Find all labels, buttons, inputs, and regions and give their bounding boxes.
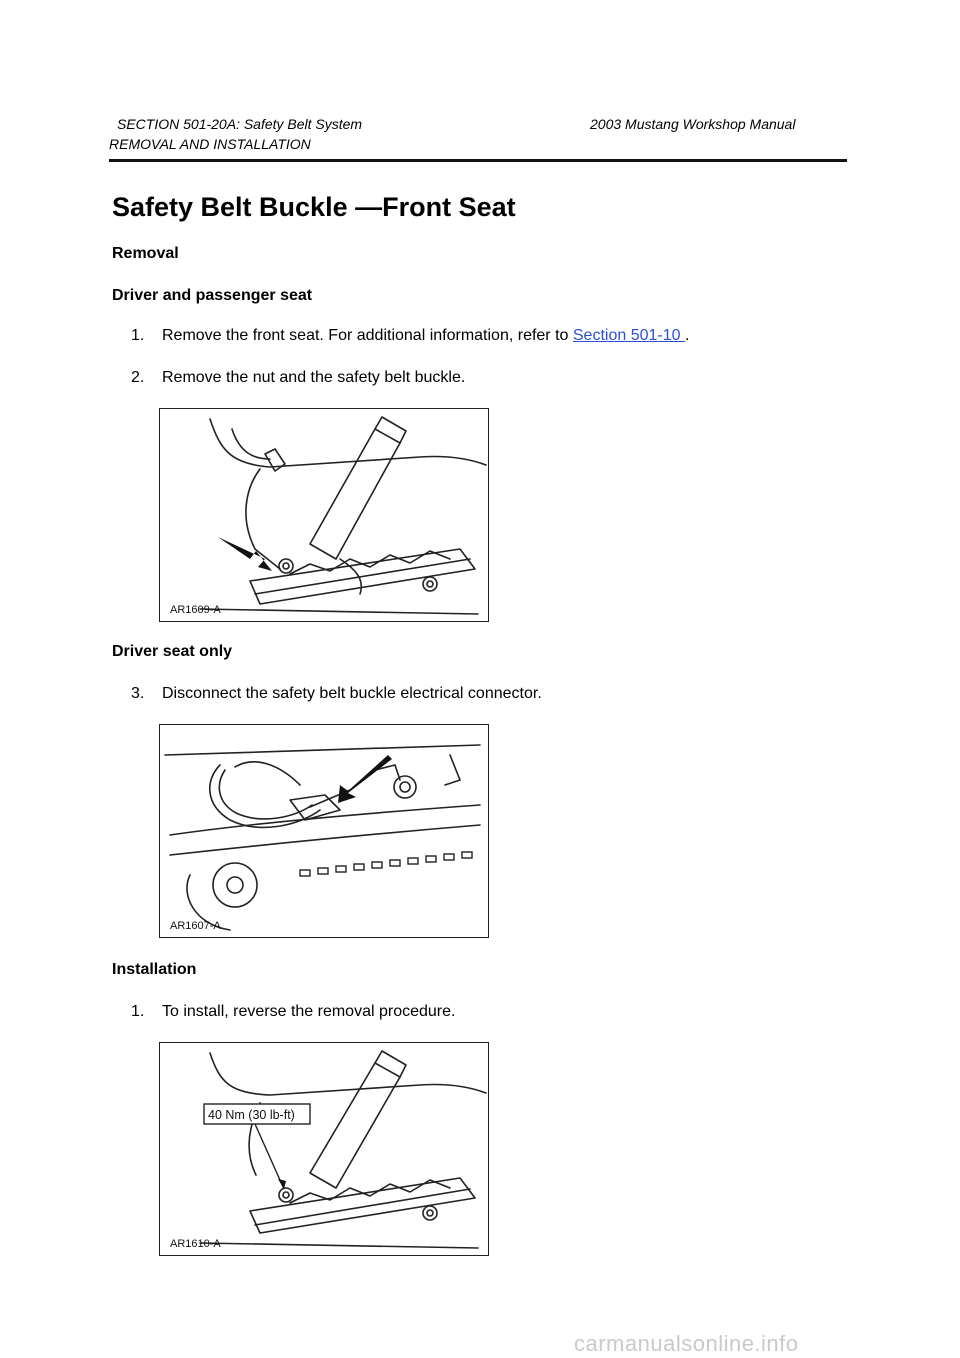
step-number: 1. bbox=[131, 1003, 145, 1020]
installation-heading: Installation bbox=[112, 961, 197, 978]
figure-ar1609-a bbox=[159, 408, 489, 622]
torque-callout: 40 Nm (30 lb-ft) bbox=[208, 1108, 295, 1122]
driver-passenger-heading: Driver and passenger seat bbox=[112, 287, 313, 304]
step-text-suffix: . bbox=[684, 327, 690, 344]
section-header: SECTION 501-20A: Safety Belt System bbox=[117, 116, 363, 132]
step-text: Remove the front seat. For additional information, refer to bbox=[162, 327, 573, 344]
step-number: 3. bbox=[131, 685, 145, 702]
figure-ar1610-a bbox=[159, 1042, 489, 1256]
figure-label: AR1609-A bbox=[170, 604, 221, 616]
removal-heading: Removal bbox=[112, 245, 179, 262]
torque-spec-illustration bbox=[160, 1043, 488, 1255]
step-text: To install, reverse the removal procedure. bbox=[162, 1003, 456, 1020]
seat-buckle-nut-illustration bbox=[160, 409, 488, 621]
buckle-connector-illustration bbox=[160, 725, 488, 937]
manual-title: 2003 Mustang Workshop Manual bbox=[590, 116, 796, 132]
step-number: 1. bbox=[131, 327, 145, 344]
section-501-10-link[interactable]: Section 501-10 bbox=[572, 327, 685, 344]
watermark: carmanualsonline.info bbox=[574, 1331, 799, 1356]
page-title: Safety Belt Buckle —Front Seat bbox=[112, 192, 516, 222]
procedure-type: REMOVAL AND INSTALLATION bbox=[109, 136, 311, 152]
removal-step-1 bbox=[131, 327, 689, 345]
step-number: 2. bbox=[131, 369, 145, 386]
figure-label: AR1610-A bbox=[170, 1238, 221, 1250]
step-text: Remove the nut and the safety belt buckle. bbox=[162, 369, 466, 386]
header-divider bbox=[109, 159, 847, 162]
driver-only-heading: Driver seat only bbox=[112, 643, 233, 660]
removal-step-2 bbox=[131, 369, 465, 387]
figure-ar1607-a bbox=[159, 724, 489, 938]
step-text: Disconnect the safety belt buckle electrical connector. bbox=[162, 685, 542, 702]
removal-step-3 bbox=[131, 685, 542, 703]
figure-label: AR1607-A bbox=[170, 920, 221, 932]
installation-step-1 bbox=[131, 1003, 455, 1021]
